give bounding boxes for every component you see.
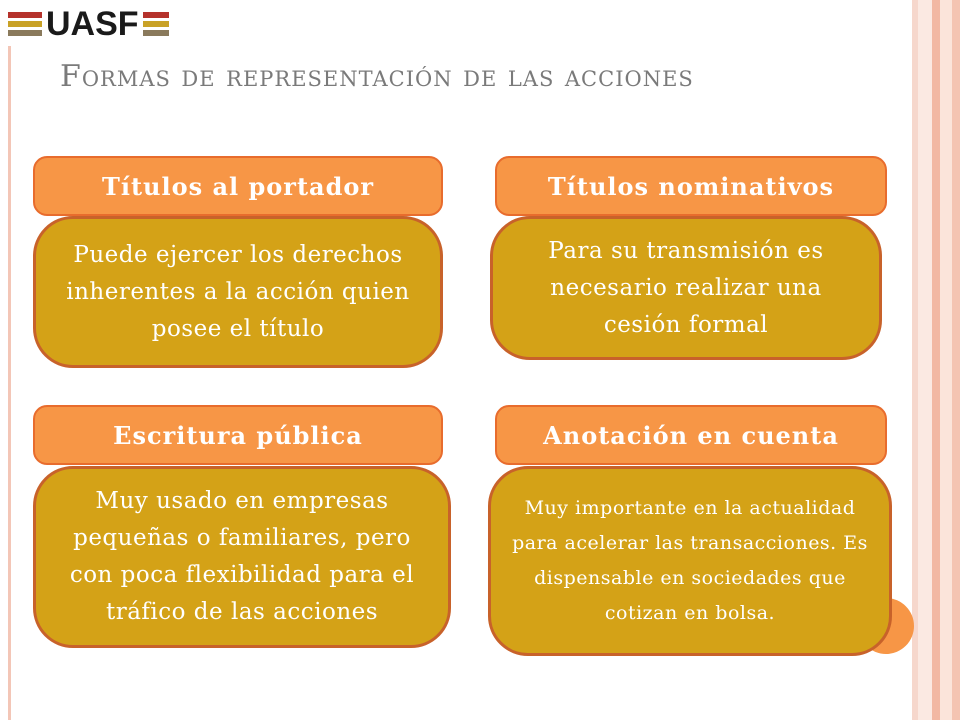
uasf-logo — [8, 6, 169, 42]
logo-bar — [143, 21, 169, 27]
card-body-anotacion-cuenta: Muy importante en la actualidad para acelerar las transacciones. Es dispensable en sociedades que cotizan en bolsa. — [488, 466, 892, 656]
stripe — [918, 0, 932, 720]
stripe — [940, 0, 952, 720]
stripe — [952, 0, 960, 720]
card-body-escritura-publica: Muy usado en empresas pequeñas o familiares, pero con poca flexibilidad para el tráfico de las acciones — [33, 466, 451, 648]
logo-bar — [143, 30, 169, 36]
card-header-titulos-nominativos: Títulos nominativos — [495, 156, 887, 216]
stripe — [932, 0, 940, 720]
decorative-stripes — [912, 0, 960, 720]
card-header-anotacion-cuenta: Anotación en cuenta — [495, 405, 887, 465]
left-accent-bar — [8, 46, 11, 720]
logo-bars-left — [8, 12, 42, 36]
card-body-titulos-nominativos: Para su transmisión es necesario realizar una cesión formal — [490, 216, 882, 360]
logo-bar — [8, 12, 42, 18]
card-body-titulos-portador: Puede ejercer los derechos inherentes a la acción quien posee el título — [33, 216, 443, 368]
logo-bars-right — [143, 12, 169, 36]
card-header-titulos-portador: Títulos al portador — [33, 156, 443, 216]
logo-text: UASF — [46, 5, 139, 43]
logo-bar — [8, 30, 42, 36]
slide-title: Formas de representación de las acciones — [60, 59, 694, 94]
logo-bar — [8, 21, 42, 27]
card-header-escritura-publica: Escritura pública — [33, 405, 443, 465]
logo-bar — [143, 12, 169, 18]
